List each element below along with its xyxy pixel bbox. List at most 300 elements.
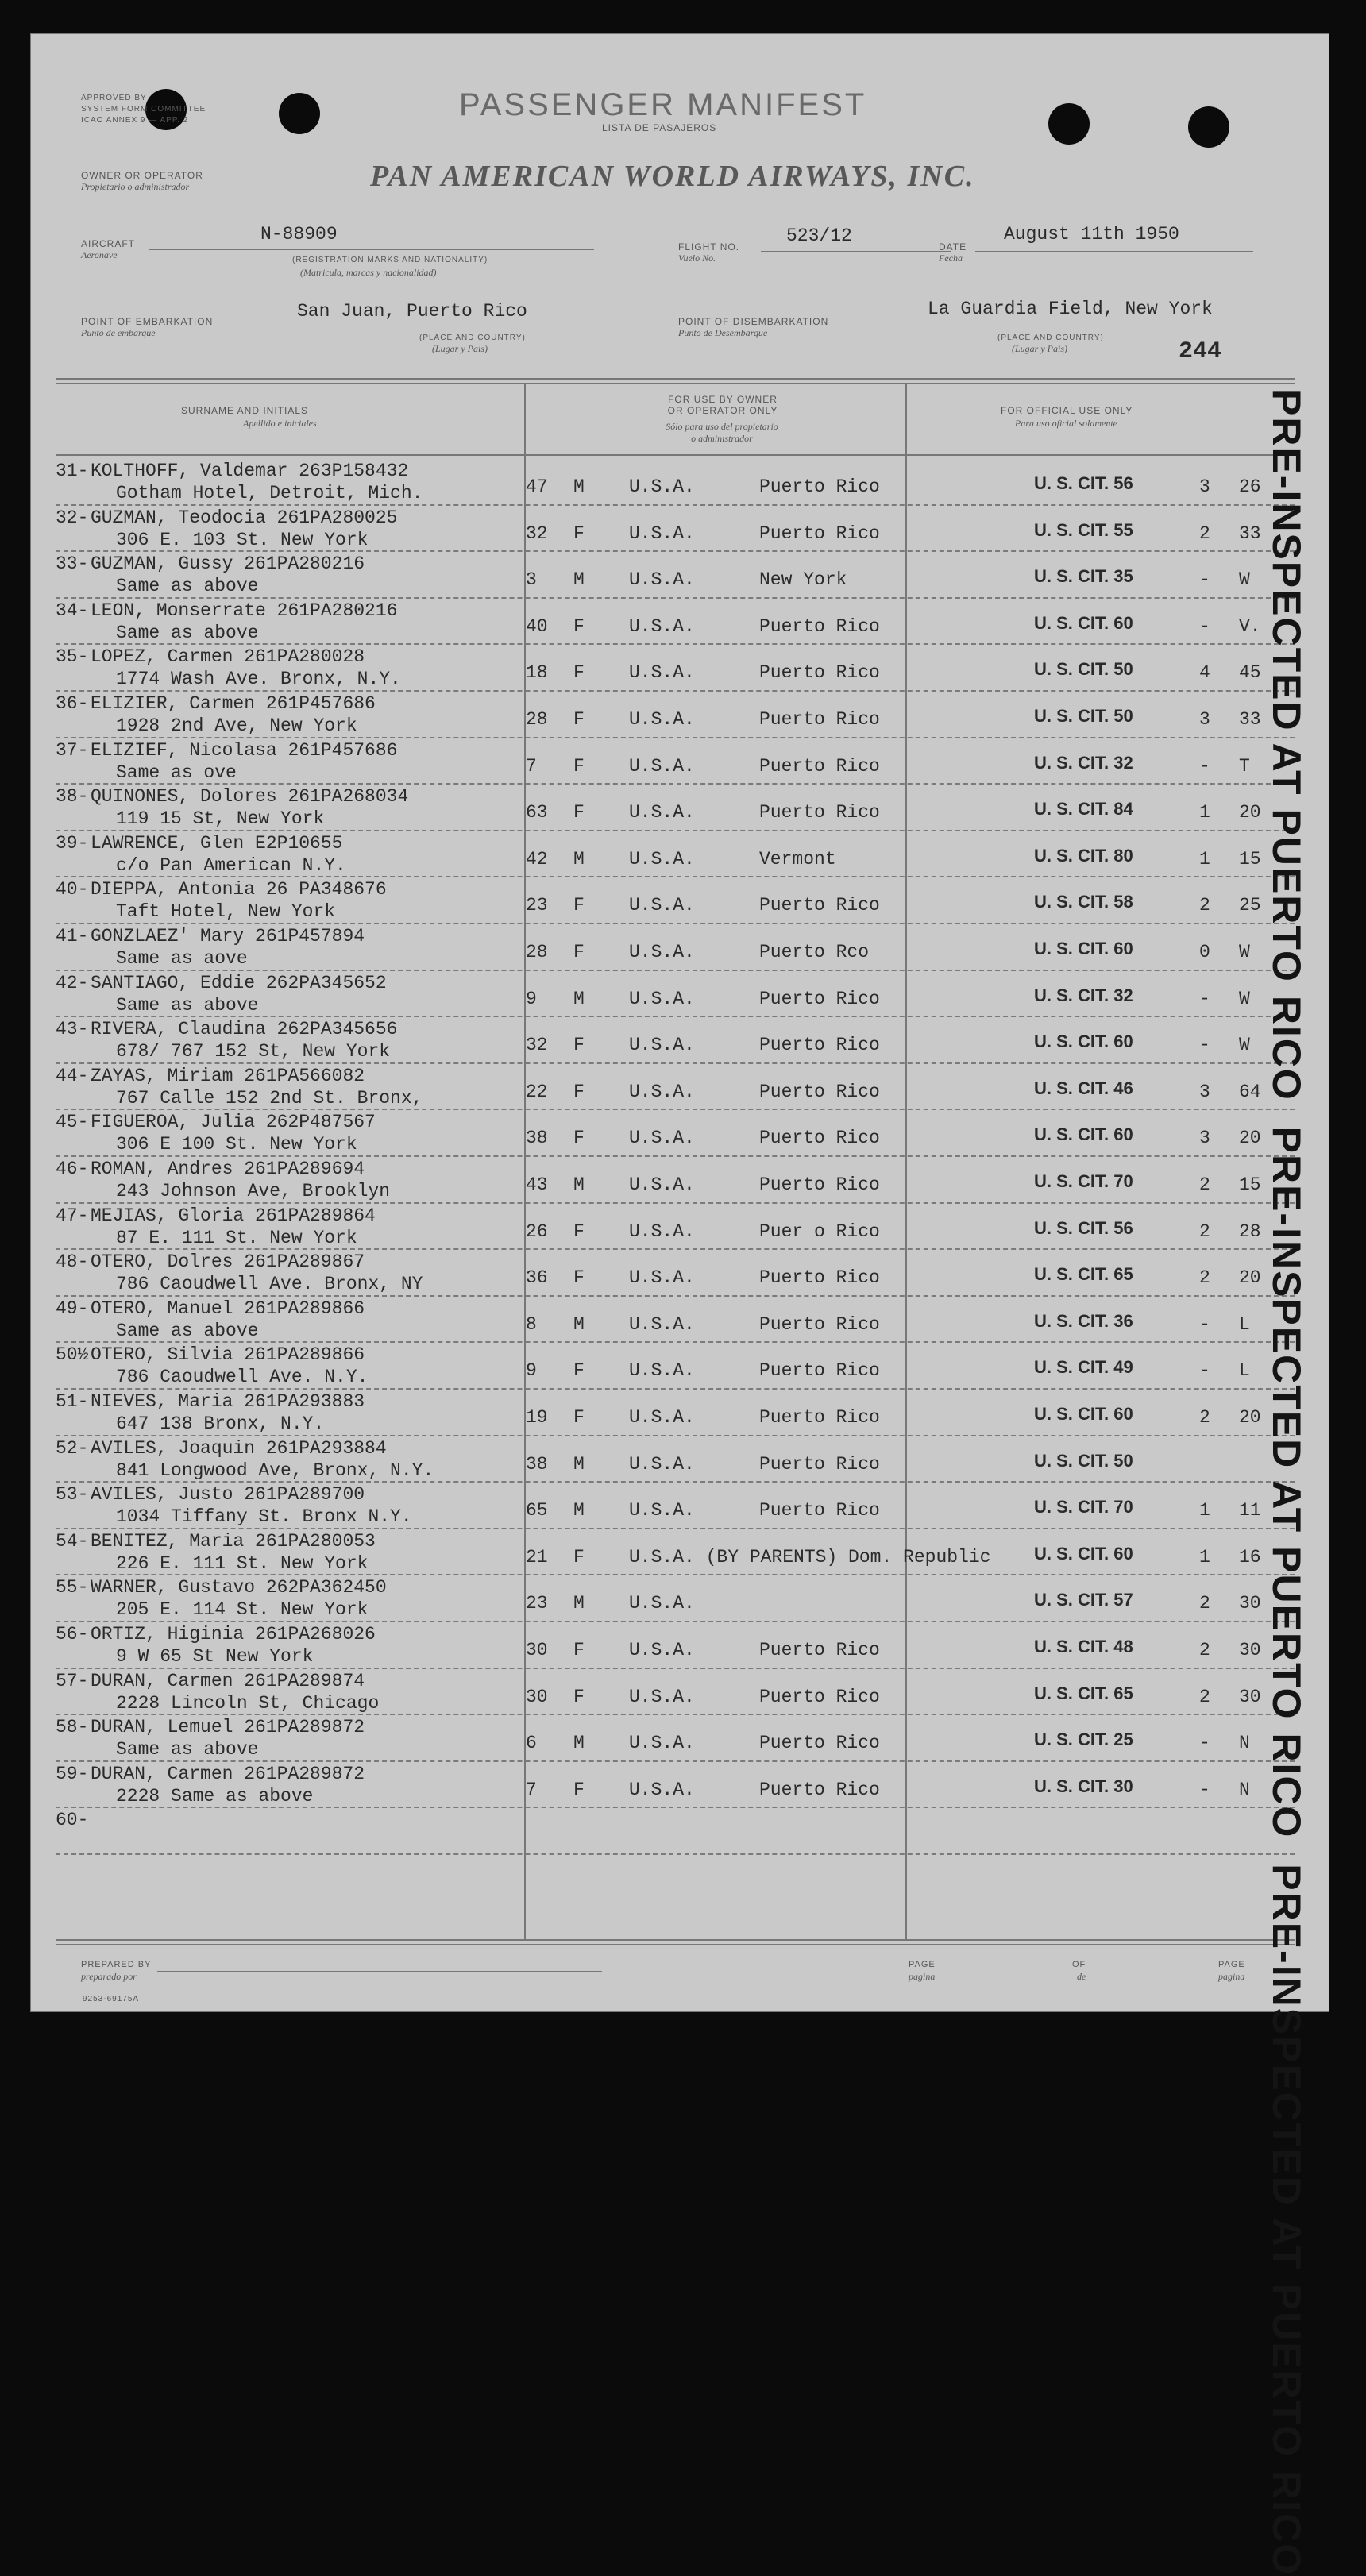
- passenger-nationality: U.S.A. (BY PARENTS) Dom. Republic: [629, 1546, 991, 1568]
- official-mark-1: 3: [1199, 1128, 1210, 1149]
- passenger-row: [56, 552, 1295, 599]
- passenger-destination: Puerto Rico: [759, 895, 880, 916]
- passenger-row: [56, 877, 1295, 924]
- official-status: U. S. CIT. 36: [1034, 1310, 1133, 1331]
- row-number: 50½: [56, 1344, 89, 1366]
- passenger-name: RIVERA, Claudina 262PA345656: [91, 1019, 398, 1040]
- passenger-sex: M: [573, 1174, 585, 1195]
- passenger-destination: Puerto Rico: [759, 988, 880, 1009]
- passenger-name: AVILES, Joaquin 261PA293884: [91, 1437, 387, 1459]
- passenger-address: 306 E. 103 St. New York: [116, 529, 369, 550]
- passenger-destination: Puerto Rico: [759, 1267, 880, 1289]
- passenger-destination: Puerto Rico: [759, 1779, 880, 1800]
- official-status: U. S. CIT. 70: [1034, 1497, 1133, 1517]
- passenger-name: WARNER, Gustavo 262PA362450: [91, 1577, 387, 1598]
- official-mark-2: 20: [1239, 1407, 1261, 1428]
- passenger-nationality: U.S.A.: [629, 942, 695, 962]
- passenger-row: [56, 1110, 1295, 1157]
- col1-header-es: Apellido e iniciales: [243, 418, 317, 429]
- passenger-address: 9 W 65 St New York: [116, 1646, 314, 1667]
- page-label-es: pagina: [909, 1971, 936, 1982]
- official-status: U. S. CIT. 35: [1034, 566, 1133, 587]
- passenger-name: KOLTHOFF, Valdemar 263P158432: [91, 461, 409, 481]
- official-mark-1: 2: [1199, 1593, 1210, 1614]
- row-number: 47-: [56, 1205, 89, 1226]
- passenger-nationality: U.S.A.: [629, 1453, 695, 1475]
- passenger-name: OTERO, Dolres 261PA289867: [91, 1251, 365, 1273]
- official-mark-2: 20: [1239, 1267, 1261, 1289]
- passenger-address: Same as above: [116, 622, 259, 643]
- official-mark-2: 33: [1239, 523, 1261, 544]
- passenger-nationality: U.S.A.: [629, 1500, 695, 1521]
- official-status: U. S. CIT. 55: [1034, 519, 1133, 540]
- passenger-destination: Puerto Rico: [759, 1686, 880, 1707]
- table-bottom-rule: [56, 1944, 1295, 1945]
- row-number: 51-: [56, 1391, 89, 1412]
- passenger-sex: F: [573, 662, 585, 684]
- passenger-row: [56, 1575, 1295, 1622]
- passenger-sex: F: [573, 1221, 585, 1242]
- official-status: U. S. CIT. 56: [1034, 473, 1133, 493]
- row-number: 60-: [56, 1810, 89, 1831]
- passenger-age: 38: [526, 1128, 548, 1149]
- official-status: U. S. CIT. 50: [1034, 1450, 1133, 1471]
- page-number: 244: [1179, 338, 1222, 365]
- official-mark-1: -: [1199, 1360, 1210, 1382]
- passenger-row: [56, 1390, 1295, 1436]
- official-mark-2: 16: [1239, 1546, 1261, 1568]
- official-status: U. S. CIT. 60: [1034, 1124, 1133, 1145]
- official-status: U. S. CIT. 49: [1034, 1357, 1133, 1378]
- official-mark-1: 2: [1199, 895, 1210, 916]
- official-mark-1: 2: [1199, 1174, 1210, 1195]
- passenger-age: 23: [526, 895, 548, 916]
- passenger-row: [56, 831, 1295, 878]
- official-status: U. S. CIT. 32: [1034, 985, 1133, 1005]
- stamp-text: PRE-INSPECTED AT PUERTO RICO: [1264, 1126, 1309, 1839]
- passenger-age: 8: [526, 1313, 537, 1335]
- passenger-sex: M: [573, 1313, 585, 1335]
- prepared-by-label: PREPARED BY: [81, 1960, 152, 1969]
- official-mark-2: L: [1239, 1360, 1250, 1382]
- passenger-name: LAWRENCE, Glen E2P10655: [91, 832, 343, 854]
- passenger-sex: F: [573, 1035, 585, 1056]
- passenger-name: DURAN, Carmen 261PA289872: [91, 1763, 365, 1784]
- official-mark-1: 4: [1199, 662, 1210, 684]
- row-number: 58-: [56, 1717, 89, 1738]
- official-mark-1: -: [1199, 988, 1210, 1009]
- passenger-destination: Puerto Rico: [759, 662, 880, 684]
- official-mark-2: 20: [1239, 1128, 1261, 1149]
- passenger-age: 22: [526, 1081, 548, 1102]
- passenger-nationality: U.S.A.: [629, 1640, 695, 1660]
- official-mark-1: 1: [1199, 848, 1210, 870]
- passenger-age: 28: [526, 942, 548, 962]
- official-mark-1: 1: [1199, 1500, 1210, 1521]
- official-status: U. S. CIT. 48: [1034, 1637, 1133, 1656]
- passenger-name: ELIZIER, Carmen 261P457686: [91, 693, 376, 714]
- passenger-row: [56, 1250, 1295, 1297]
- passenger-address: 786 Caoudwell Ave. Bronx, NY: [116, 1274, 423, 1295]
- airline-name: PAN AMERICAN WORLD AIRWAYS, INC.: [370, 160, 975, 193]
- passenger-row: [56, 459, 1295, 506]
- passenger-destination: Puerto Rico: [759, 1407, 880, 1428]
- col2-header-es: [615, 421, 829, 445]
- passenger-destination: Puer o Rico: [759, 1221, 880, 1242]
- passenger-nationality: U.S.A.: [629, 848, 695, 870]
- passenger-address: Same as ove: [116, 762, 237, 783]
- official-mark-1: 1: [1199, 802, 1210, 823]
- official-mark-2: W: [1239, 1035, 1250, 1056]
- row-rule: [56, 1853, 1295, 1855]
- manifest-sheet: [30, 33, 1329, 2576]
- row-number: 56-: [56, 1624, 89, 1645]
- passenger-nationality: U.S.A.: [629, 1081, 695, 1102]
- row-number: 41-: [56, 926, 89, 947]
- official-status: U. S. CIT. 25: [1034, 1730, 1133, 1750]
- row-number: 33-: [56, 553, 89, 575]
- flight-underline: [761, 251, 951, 252]
- embarkation-label-es: Punto de embarque: [81, 327, 156, 338]
- official-mark-2: 30: [1239, 1593, 1261, 1614]
- passenger-name: ROMAN, Andres 261PA289694: [91, 1159, 365, 1179]
- passenger-age: 47: [526, 476, 548, 497]
- passenger-sex: F: [573, 523, 585, 544]
- passenger-age: 36: [526, 1267, 548, 1289]
- page-label-es: pagina: [1218, 1971, 1245, 1982]
- official-mark-1: 2: [1199, 1686, 1210, 1707]
- passenger-nationality: U.S.A.: [629, 615, 695, 637]
- date-label: DATE: [939, 241, 967, 253]
- passenger-name: DURAN, Lemuel 261PA289872: [91, 1717, 365, 1738]
- passenger-address: 2228 Lincoln St, Chicago: [116, 1692, 380, 1714]
- passenger-address: Same as aove: [116, 948, 248, 969]
- passenger-sex: F: [573, 1640, 585, 1660]
- passenger-name: SANTIAGO, Eddie 262PA345652: [91, 972, 387, 993]
- passenger-nationality: U.S.A.: [629, 1779, 695, 1800]
- official-mark-2: 28: [1239, 1221, 1261, 1242]
- passenger-row: [56, 1343, 1295, 1390]
- row-number: 54-: [56, 1530, 89, 1552]
- official-mark-2: 26: [1239, 476, 1261, 497]
- row-number: 32-: [56, 507, 89, 528]
- table-bottom-rule: [56, 1939, 1295, 1941]
- row-number: 37-: [56, 739, 89, 761]
- passenger-age: 18: [526, 662, 548, 684]
- passenger-nationality: U.S.A.: [629, 755, 695, 777]
- passenger-nationality: U.S.A.: [629, 1733, 695, 1754]
- passenger-address: Gotham Hotel, Detroit, Mich.: [116, 483, 423, 503]
- col2-header-line: FOR USE BY OWNER: [668, 394, 778, 405]
- passenger-destination: Puerto Rico: [759, 1640, 880, 1660]
- flight-value: 523/12: [786, 226, 852, 246]
- passenger-name: QUINONES, Dolores 261PA268034: [91, 786, 409, 808]
- flight-label: FLIGHT NO.: [678, 241, 740, 253]
- row-number: 59-: [56, 1763, 89, 1784]
- official-status: U. S. CIT. 32: [1034, 752, 1133, 773]
- table-top-rule: [56, 378, 1295, 380]
- row-number: 42-: [56, 972, 89, 993]
- passenger-destination: Puerto Rico: [759, 1174, 880, 1195]
- row-number: 49-: [56, 1298, 89, 1319]
- approval-line: APPROVED BY: [81, 94, 147, 102]
- passenger-address: Taft Hotel, New York: [116, 901, 336, 923]
- official-status: U. S. CIT. 60: [1034, 1404, 1133, 1424]
- form-number: 9253-69175A: [83, 1995, 140, 2003]
- passenger-address: Same as above: [116, 1320, 259, 1341]
- col2-header-line: OR OPERATOR ONLY: [667, 405, 778, 416]
- passenger-row: [56, 645, 1295, 692]
- passenger-destination: Puerto Rico: [759, 802, 880, 823]
- passenger-address: 1034 Tiffany St. Bronx N.Y.: [116, 1506, 412, 1528]
- passenger-row: [56, 924, 1295, 971]
- passenger-address: Same as above: [116, 576, 259, 597]
- passenger-nationality: U.S.A.: [629, 802, 695, 823]
- passenger-destination: Vermont: [759, 848, 836, 870]
- aircraft-label: AIRCRAFT: [81, 238, 135, 249]
- passenger-address: Same as above: [116, 994, 259, 1016]
- passenger-address: 306 E 100 St. New York: [116, 1134, 357, 1155]
- place-sub: (PLACE AND COUNTRY): [419, 334, 526, 342]
- passenger-sex: F: [573, 802, 585, 823]
- passenger-age: 28: [526, 709, 548, 730]
- table-top-rule: [56, 383, 1295, 384]
- row-number: 39-: [56, 832, 89, 854]
- passenger-sex: F: [573, 1128, 585, 1149]
- passenger-sex: F: [573, 942, 585, 962]
- row-number: 35-: [56, 646, 89, 668]
- passenger-name: ELIZIEF, Nicolasa 261P457686: [91, 739, 398, 761]
- official-mark-2: 20: [1239, 802, 1261, 823]
- official-mark-1: 1: [1199, 1546, 1210, 1568]
- passenger-address: 1928 2nd Ave, New York: [116, 715, 357, 736]
- official-status: U. S. CIT. 60: [1034, 612, 1133, 633]
- official-mark-2: 15: [1239, 848, 1261, 870]
- official-status: U. S. CIT. 50: [1034, 659, 1133, 680]
- passenger-nationality: U.S.A.: [629, 709, 695, 730]
- official-status: U. S. CIT. 46: [1034, 1078, 1133, 1098]
- passenger-destination: Puerto Rco: [759, 942, 870, 962]
- passenger-sex: M: [573, 1500, 585, 1521]
- aircraft-sub-es: (Matricula, marcas y nacionalidad): [300, 267, 437, 278]
- place-sub-es: (Lugar y Pais): [432, 343, 488, 354]
- row-number: 34-: [56, 600, 89, 621]
- passenger-sex: F: [573, 615, 585, 637]
- punch-hole: [279, 93, 320, 134]
- official-mark-1: 3: [1199, 476, 1210, 497]
- passenger-nationality: U.S.A.: [629, 1128, 695, 1149]
- passenger-nationality: U.S.A.: [629, 523, 695, 544]
- passenger-nationality: U.S.A.: [629, 1267, 695, 1289]
- row-number: 52-: [56, 1437, 89, 1459]
- row-number: 44-: [56, 1065, 89, 1086]
- official-mark-2: N: [1239, 1779, 1250, 1800]
- disembarkation-value: La Guardia Field, New York: [928, 299, 1213, 319]
- passenger-age: 43: [526, 1174, 548, 1195]
- official-status: U. S. CIT. 65: [1034, 1683, 1133, 1703]
- disembarkation-label: POINT OF DISEMBARKATION: [678, 316, 829, 327]
- official-mark-1: -: [1199, 615, 1210, 637]
- passenger-name: AVILES, Justo 261PA289700: [91, 1484, 365, 1506]
- aircraft-label-es: Aeronave: [81, 249, 118, 260]
- passenger-address: 226 E. 111 St. New York: [116, 1552, 369, 1574]
- official-status: U. S. CIT. 80: [1034, 845, 1133, 866]
- passenger-name: GUZMAN, Gussy 261PA280216: [91, 553, 365, 575]
- passenger-name: DURAN, Carmen 261PA289874: [91, 1670, 365, 1691]
- passenger-row: [56, 971, 1295, 1018]
- passenger-address: c/o Pan American N.Y.: [116, 854, 346, 876]
- passenger-age: 23: [526, 1593, 548, 1614]
- official-mark-1: -: [1199, 1779, 1210, 1800]
- passenger-age: 3: [526, 569, 537, 591]
- passenger-sex: F: [573, 1546, 585, 1568]
- official-mark-2: W: [1239, 569, 1250, 591]
- official-mark-1: 2: [1199, 1221, 1210, 1242]
- col1-header: SURNAME AND INITIALS: [181, 405, 309, 416]
- official-status: U. S. CIT. 60: [1034, 1032, 1133, 1052]
- passenger-sex: M: [573, 848, 585, 870]
- passenger-nationality: U.S.A.: [629, 1407, 695, 1428]
- passenger-name: LOPEZ, Carmen 261PA280028: [91, 646, 365, 668]
- page-label: PAGE: [909, 1960, 936, 1969]
- punch-hole: [1048, 103, 1090, 145]
- date-underline: [975, 251, 1253, 252]
- passenger-name: NIEVES, Maria 261PA293883: [91, 1391, 365, 1412]
- official-mark-1: -: [1199, 755, 1210, 777]
- page-subtitle: LISTA DE PASAJEROS: [602, 122, 717, 133]
- official-mark-2: L: [1239, 1313, 1250, 1335]
- passenger-sex: M: [573, 569, 585, 591]
- passenger-name: FIGUEROA, Julia 262P487567: [91, 1112, 376, 1133]
- official-status: U. S. CIT. 60: [1034, 1543, 1133, 1564]
- header-bottom-rule: [56, 454, 1295, 456]
- passenger-sex: F: [573, 1686, 585, 1707]
- prepared-by-label-es: preparado por: [81, 1971, 137, 1982]
- passenger-destination: Puerto Rico: [759, 615, 880, 637]
- passenger-name: GUZMAN, Teodocia 261PA280025: [91, 507, 398, 528]
- passenger-nationality: U.S.A.: [629, 1313, 695, 1335]
- passenger-age: 32: [526, 523, 548, 544]
- passenger-sex: M: [573, 1453, 585, 1475]
- aircraft-value: N-88909: [260, 224, 338, 245]
- approval-block: [81, 93, 206, 126]
- row-number: 31-: [56, 461, 89, 481]
- passenger-name: OTERO, Silvia 261PA289866: [91, 1344, 365, 1366]
- passenger-row: [56, 1808, 1295, 1855]
- passenger-age: 21: [526, 1546, 548, 1568]
- passenger-destination: Puerto Rico: [759, 1081, 880, 1102]
- passenger-age: 63: [526, 802, 548, 823]
- punch-hole: [1188, 106, 1229, 148]
- passenger-address: 243 Johnson Ave, Brooklyn: [116, 1181, 391, 1201]
- passenger-nationality: U.S.A.: [629, 569, 695, 591]
- passenger-row: [56, 1622, 1295, 1669]
- passenger-address: 767 Calle 152 2nd St. Bronx,: [116, 1087, 423, 1109]
- passenger-address: 841 Longwood Ave, Bronx, N.Y.: [116, 1460, 434, 1481]
- passenger-row: [56, 1715, 1295, 1762]
- official-mark-2: V.: [1239, 615, 1261, 637]
- passenger-sex: F: [573, 1407, 585, 1428]
- passenger-nationality: U.S.A.: [629, 1221, 695, 1242]
- passenger-row: [56, 785, 1295, 831]
- passenger-address: 205 E. 114 St. New York: [116, 1599, 369, 1621]
- official-mark-2: 45: [1239, 662, 1261, 684]
- official-mark-1: -: [1199, 1313, 1210, 1335]
- row-number: 55-: [56, 1577, 89, 1598]
- passenger-age: 30: [526, 1640, 548, 1660]
- passenger-row: [56, 1204, 1295, 1251]
- passenger-nationality: U.S.A.: [629, 1686, 695, 1707]
- passenger-nationality: U.S.A.: [629, 662, 695, 684]
- prepared-by-line: [157, 1971, 602, 1972]
- page-label: PAGE: [1218, 1960, 1245, 1969]
- passenger-nationality: U.S.A.: [629, 988, 695, 1009]
- row-number: 36-: [56, 693, 89, 714]
- passenger-destination: Puerto Rico: [759, 523, 880, 544]
- passenger-age: 9: [526, 1360, 537, 1382]
- stamp-text: PRE-INSPECTED AT PUERTO RICO: [1264, 1864, 1309, 2576]
- passenger-sex: M: [573, 1733, 585, 1754]
- passenger-sex: F: [573, 1267, 585, 1289]
- aircraft-underline: [149, 249, 594, 250]
- date-label-es: Fecha: [939, 253, 963, 264]
- passenger-row: [56, 692, 1295, 738]
- passenger-row: [56, 1157, 1295, 1204]
- date-value: August 11th 1950: [1004, 224, 1179, 245]
- passenger-sex: F: [573, 895, 585, 916]
- passenger-destination: Puerto Rico: [759, 1500, 880, 1521]
- official-status: U. S. CIT. 57: [1034, 1590, 1133, 1610]
- passenger-name: MEJIAS, Gloria 261PA289864: [91, 1205, 376, 1226]
- official-mark-1: -: [1199, 1035, 1210, 1056]
- row-number: 46-: [56, 1159, 89, 1179]
- passenger-age: 9: [526, 988, 537, 1009]
- passenger-address: 87 E. 111 St. New York: [116, 1227, 357, 1248]
- col2-header-es-line: o administrador: [691, 433, 753, 444]
- approval-line: SYSTEM FORM COMMITTEE: [81, 105, 206, 114]
- col2-header: [627, 394, 818, 416]
- passenger-name: BENITEZ, Maria 261PA280053: [91, 1530, 376, 1552]
- passenger-age: 32: [526, 1035, 548, 1056]
- official-mark-2: 25: [1239, 895, 1261, 916]
- passenger-age: 7: [526, 755, 537, 777]
- passenger-row: [56, 1483, 1295, 1529]
- aircraft-sub: (REGISTRATION MARKS AND NATIONALITY): [292, 256, 488, 264]
- col2-header-es-line: Sólo para uso del propietario: [666, 421, 778, 432]
- official-mark-1: -: [1199, 569, 1210, 591]
- passenger-destination: New York: [759, 569, 847, 591]
- official-status: U. S. CIT. 70: [1034, 1171, 1133, 1191]
- passenger-age: 26: [526, 1221, 548, 1242]
- passenger-nationality: U.S.A.: [629, 1174, 695, 1195]
- passenger-age: 30: [526, 1686, 548, 1707]
- passenger-sex: F: [573, 755, 585, 777]
- official-mark-1: 2: [1199, 1407, 1210, 1428]
- official-mark-2: 30: [1239, 1640, 1261, 1660]
- passenger-sex: M: [573, 1593, 585, 1614]
- official-mark-2: N: [1239, 1733, 1250, 1754]
- passenger-destination: Puerto Rico: [759, 1313, 880, 1335]
- official-status: U. S. CIT. 65: [1034, 1264, 1133, 1285]
- place-sub: (PLACE AND COUNTRY): [997, 334, 1104, 342]
- embarkation-label: POINT OF EMBARKATION: [81, 316, 214, 327]
- of-label: OF: [1072, 1960, 1086, 1969]
- official-status: U. S. CIT. 58: [1034, 892, 1133, 912]
- row-number: 43-: [56, 1019, 89, 1040]
- passenger-destination: Puerto Rico: [759, 709, 880, 730]
- official-mark-2: W: [1239, 988, 1250, 1009]
- passenger-name: ZAYAS, Miriam 261PA566082: [91, 1065, 365, 1086]
